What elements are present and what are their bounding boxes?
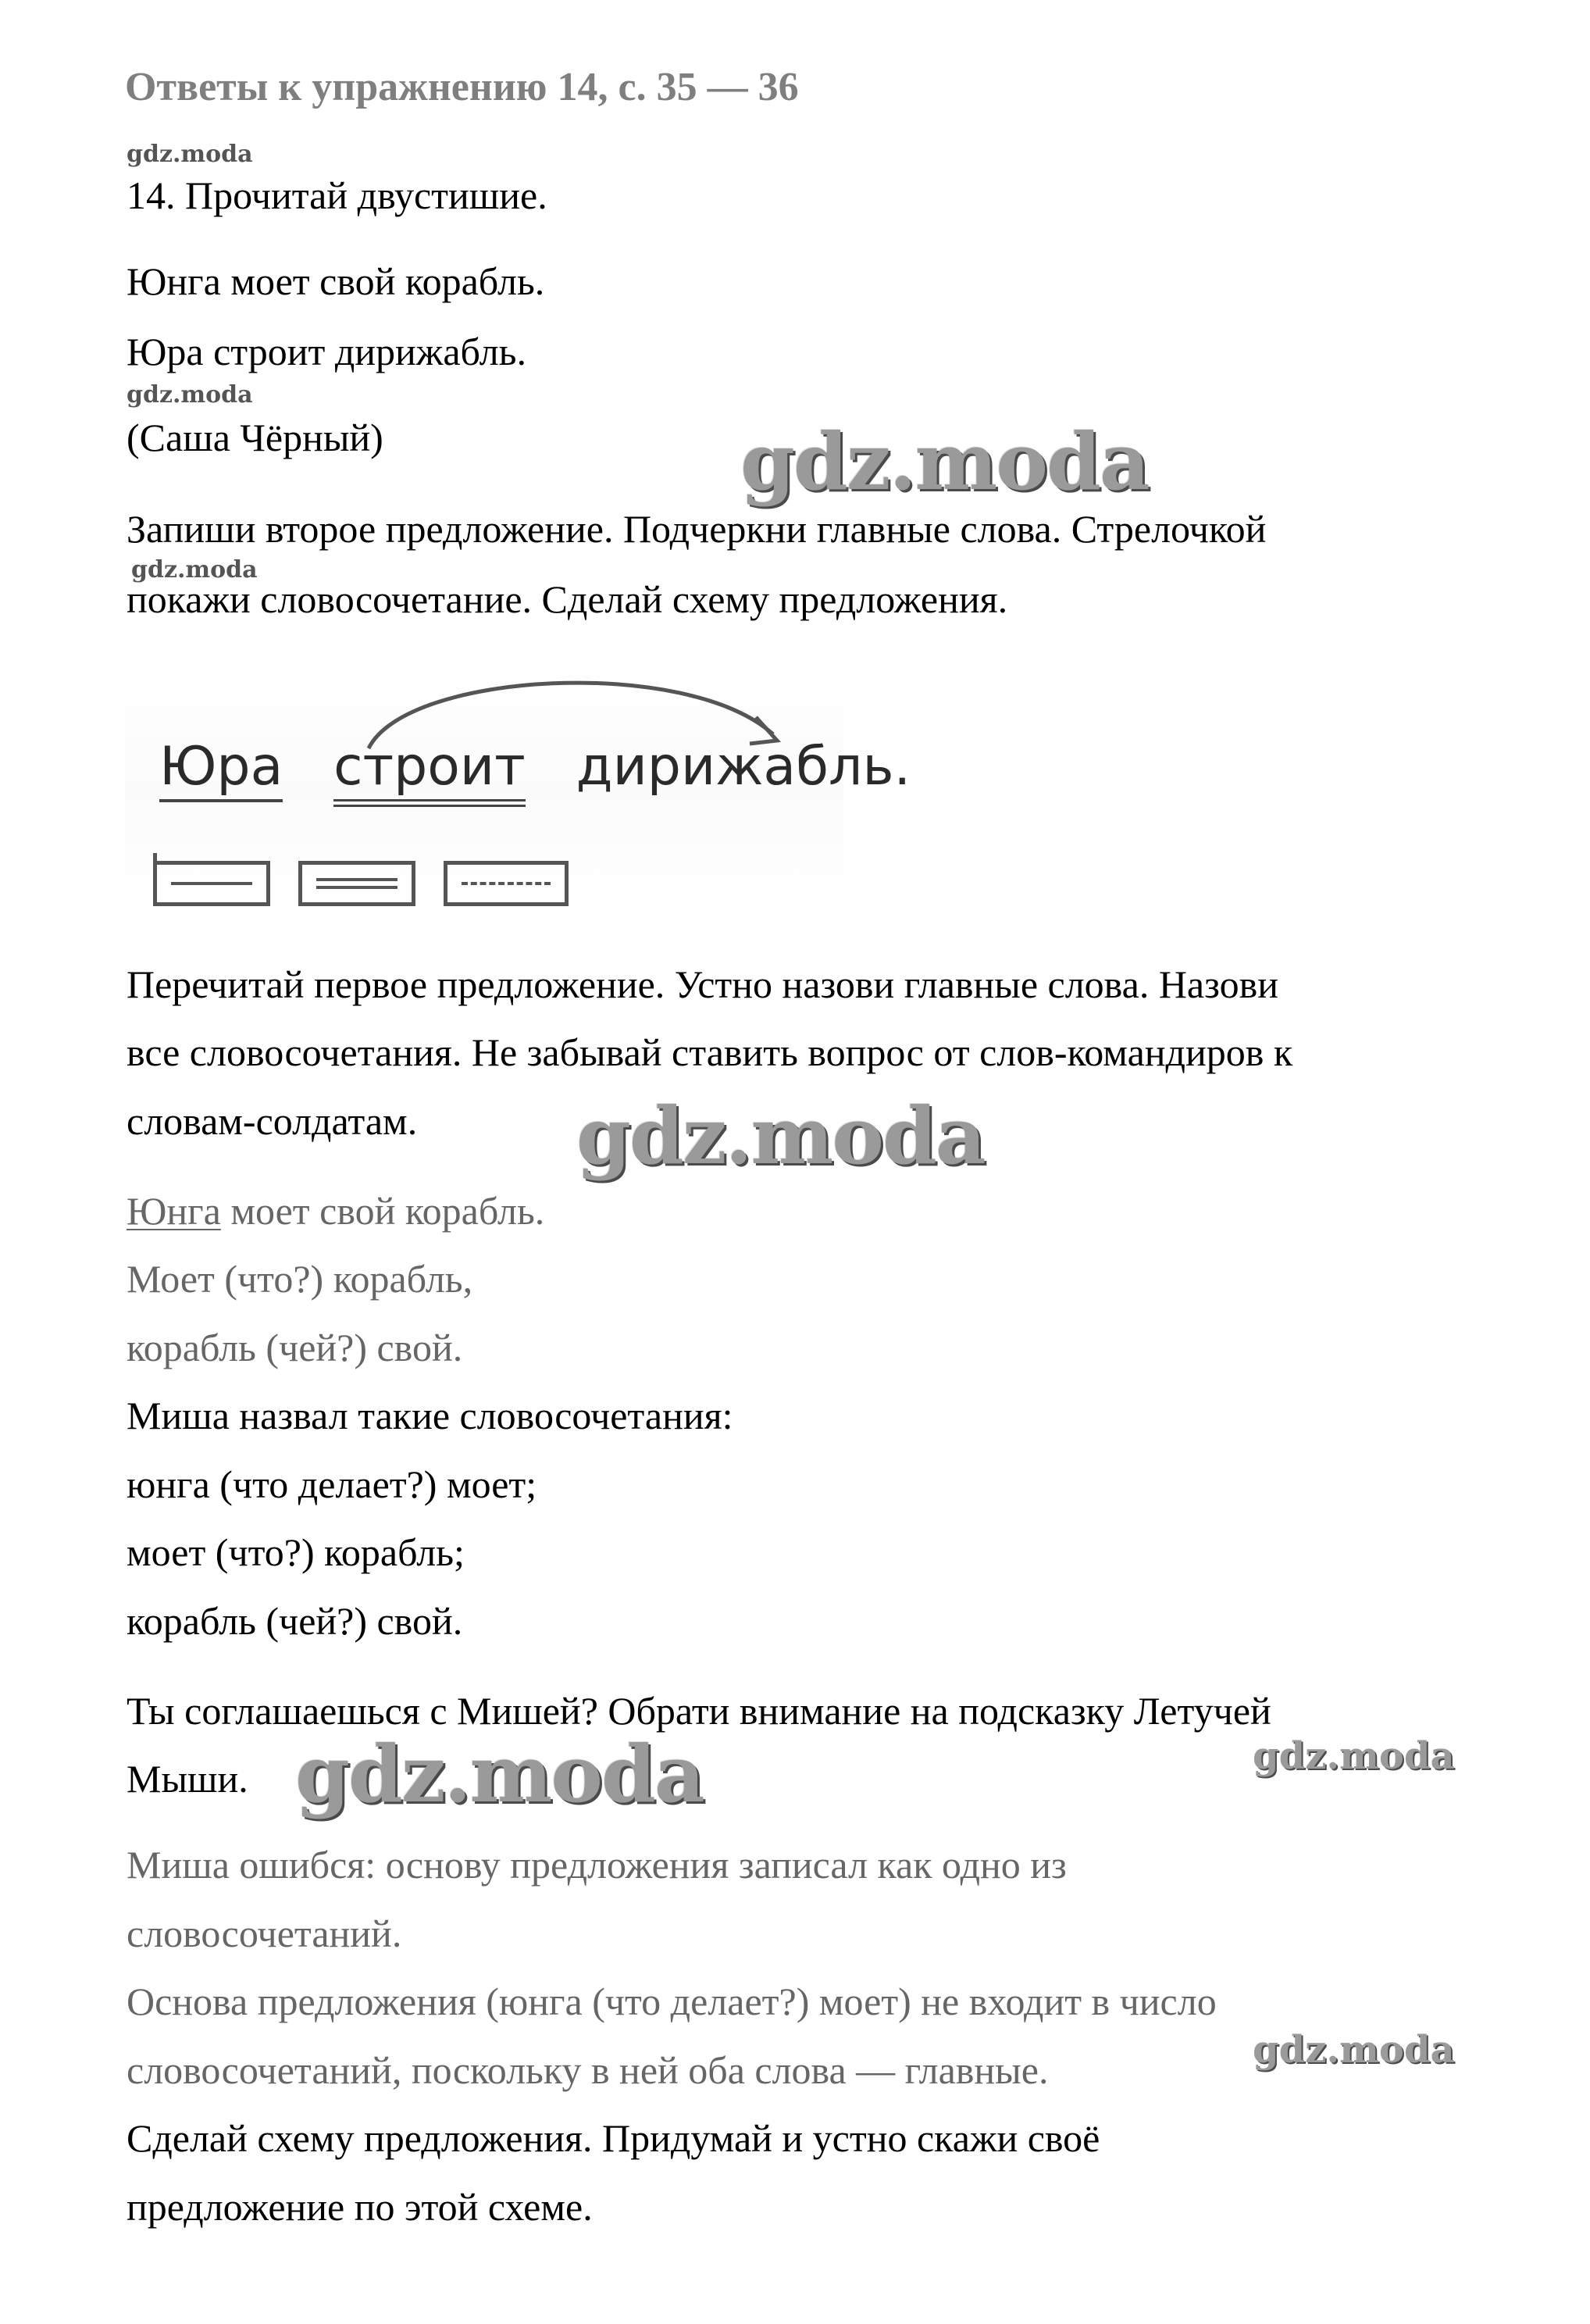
scheme-box-subject bbox=[153, 861, 270, 906]
watermark-medium-2: gdz.moda bbox=[1253, 2028, 1455, 2072]
answer1-line-2: Моет (что?) корабль, bbox=[127, 1257, 473, 1301]
watermark-small-3: gdz.moda bbox=[131, 556, 258, 584]
watermark-big-2: gdz.moda bbox=[576, 1090, 985, 1182]
misha-line-3: моет (что?) корабль; bbox=[127, 1530, 465, 1574]
misha-line-4: корабль (чей?) свой. bbox=[127, 1599, 463, 1643]
answer2-line-3: Основа предложения (юнга (что делает?) моет) не входит в число bbox=[127, 1980, 1217, 2023]
answer2-line-2: словосочетаний. bbox=[127, 1912, 402, 1955]
scheme-box-predicate bbox=[298, 861, 415, 906]
answer1-subject: Юнга bbox=[127, 1189, 221, 1233]
answer1-line-3: корабль (чей?) свой. bbox=[127, 1326, 463, 1369]
watermark-small-2: gdz.moda bbox=[127, 381, 253, 409]
answer1-rest: моет свой корабль. bbox=[220, 1189, 545, 1233]
answer2-line-4: словосочетаний, поскольку в ней оба слова — главные. bbox=[127, 2048, 1049, 2092]
scan-sentence bbox=[159, 736, 911, 798]
scan-word-object: дирижабль. bbox=[576, 736, 911, 798]
instruction2-line-3: словам-солдатам. bbox=[127, 1099, 418, 1143]
scan-space-2 bbox=[542, 736, 559, 798]
sentence-diagram bbox=[125, 656, 911, 922]
question-line-2: Мыши. bbox=[127, 1757, 248, 1801]
instruction2-line-1: Перечитай первое предложение. Устно назови главные слова. Назови bbox=[127, 962, 1278, 1006]
task-line: 14. Прочитай двустишие. bbox=[127, 173, 547, 217]
scheme-border-mark bbox=[153, 853, 157, 906]
poem-line-1: Юнга моет свой корабль. bbox=[127, 259, 545, 303]
poem-author: (Саша Чёрный) bbox=[127, 416, 383, 459]
question-line-1: Ты соглашаешься с Мишей? Обрати внимание на подсказку Летучей bbox=[127, 1689, 1271, 1733]
page-heading: Ответы к упражнению 14, с. 35 — 36 bbox=[125, 65, 799, 109]
final-line-2: предложение по этой схеме. bbox=[127, 2185, 593, 2229]
answer1-line-1 bbox=[127, 1189, 545, 1233]
poem-line-2: Юра строит дирижабль. bbox=[127, 330, 526, 373]
instruction1-line-2: покажи словосочетание. Сделай схему предложения. bbox=[127, 577, 1008, 621]
scan-space-1 bbox=[300, 736, 317, 798]
watermark-medium-1: gdz.moda bbox=[1253, 1734, 1455, 1778]
watermark-small-1: gdz.moda bbox=[127, 141, 253, 168]
misha-line-2: юнга (что делает?) моет; bbox=[127, 1462, 537, 1506]
instruction2-line-2: все словосочетания. Не забывай ставить вопрос от слов-командиров к bbox=[127, 1030, 1293, 1074]
instruction1-line-1: Запиши второе предложение. Подчеркни главные слова. Стрелочкой bbox=[127, 507, 1267, 551]
final-line-1: Сделай схему предложения. Придумай и устно скажи своё bbox=[127, 2116, 1100, 2160]
watermark-big-1: gdz.moda bbox=[740, 416, 1149, 508]
scan-word-subject: Юра bbox=[159, 736, 283, 802]
answer2-line-1: Миша ошибся: основу предложения записал как одно из bbox=[127, 1843, 1067, 1887]
scheme-box-object bbox=[444, 861, 569, 906]
misha-line-1: Миша назвал такие словосочетания: bbox=[127, 1394, 733, 1437]
watermark-big-3: gdz.moda bbox=[295, 1728, 704, 1820]
scan-word-predicate: строит bbox=[333, 736, 526, 807]
